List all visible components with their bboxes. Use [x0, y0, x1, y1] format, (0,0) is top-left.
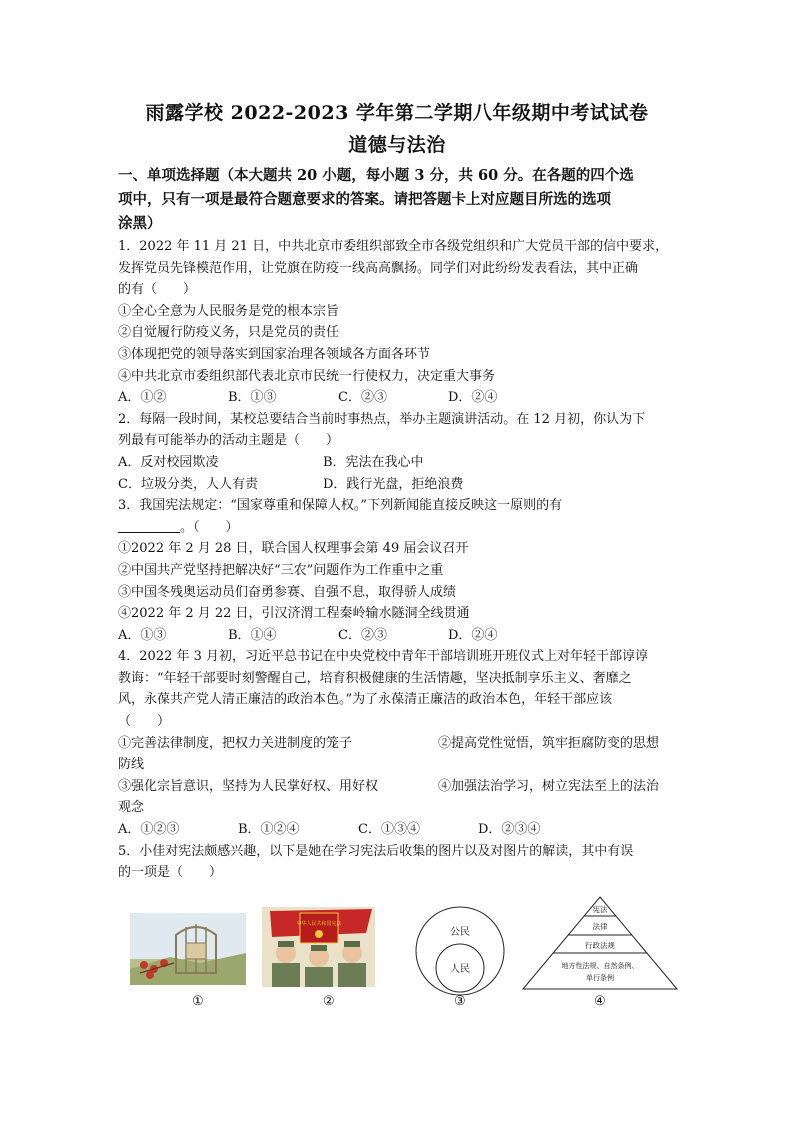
- option-b: B．①②④: [238, 822, 300, 838]
- statement: ①完善法律制度，把权力关进制度的笼子: [118, 735, 353, 751]
- statement: ③体现把党的领导落实到国家治理各领域各方面各环节: [118, 346, 431, 362]
- question-5: 5．小佳对宪法颇感兴趣，以下是她在学习宪法后收集的图片以及对图片的解读，其中有误 的一项是（ ）: [118, 843, 634, 881]
- circle-inner-label: 人民: [450, 964, 470, 975]
- figure-caption-2: ②: [323, 994, 335, 1009]
- law-hierarchy-pyramid: [520, 895, 680, 991]
- pyramid-level-4b: 单行条例: [586, 974, 614, 982]
- option-c: C．垃圾分类，人人有责: [118, 476, 258, 492]
- question-4: 4．2022 年 3 月初，习近平总书记在中央党校中青年干部培训班开班仪式上对年轻干部谆谆 教诲：“年轻干部要时刻警醒自己，培育积极健康的生活情趣，坚决抵制享乐主义、奢靡之 风，永葆共产党人清正廉洁的政治本色。”为了永葆清正廉洁的政治本色，年轻干部应该 （ ） ①完善法律制度，把权力关进制度的笼子 ②提高党性觉悟，筑牢拒腐防变的思想 防线 ③强化宗旨意识，坚持为人民掌好权、用好权 ④加强法治学习，树立宪法至上的法治 观念 A．①②③ B．①②④ C．①③④ D．②③④: [118, 646, 678, 840]
- statement: ②中国共产党坚持把解决好“三农”问题作为工作重中之重: [118, 562, 444, 578]
- statement: ③强化宗旨意识，坚持为人民掌好权、用好权: [118, 778, 379, 794]
- statement: ②自觉履行防疫义务，只是党员的责任: [118, 325, 340, 341]
- option-a: A．①②: [118, 390, 167, 406]
- questions: [118, 236, 678, 884]
- citizen-people-diagram: [414, 905, 506, 997]
- statement: ③中国冬残奥运动员们奋勇参赛、自强不息，取得骄人成绩: [118, 584, 457, 600]
- option-b: B．①③: [228, 390, 277, 406]
- option-c: C．②③: [338, 627, 387, 643]
- option-d: D．践行光盘，拒绝浪费: [323, 476, 464, 492]
- pyramid-level-4a: 地方性法规、自然条例、: [561, 962, 639, 970]
- option-b: B．①④: [228, 627, 277, 643]
- constitution-oath-image: [262, 907, 375, 987]
- statement: ④加强法治学习，树立宪法至上的法治: [438, 778, 660, 794]
- power-cage-image: [130, 913, 246, 985]
- question-5-figures: [130, 895, 680, 1015]
- question-1: 1．2022 年 11 月 21 日，中共北京市委组织部致全市各级党组织和广大党员干部的信中要求， 发挥党员先锋模范作用，让党旗在防疫一线高高飘扬。同学们对此纷纷发表看法，其中正确 的有（ ） ①全心全意为人民服务是党的根本宗旨 ②自觉履行防疫义务，只是党员的责任 ③体现把党的领导落实到国家治理各领域各方面各环节 ④中共北京市委组织部代表北京市民统一行使权力，决定重大事务 A．①② B．①③ C．②③ D．②④: [118, 236, 678, 409]
- statement: ②提高党性觉悟，筑牢拒腐防变的思想: [438, 735, 660, 751]
- option-d: D．②④: [448, 390, 498, 406]
- circle-outer-label: 公民: [450, 927, 470, 938]
- option-c: C．①③④: [358, 822, 420, 838]
- statement: ④中共北京市委组织部代表北京市民统一行使权力，决定重大事务: [118, 368, 496, 384]
- exam-title: 雨露学校 2022-2023 学年第二学期八年级期中考试试卷: [145, 102, 649, 124]
- figure-caption-3: ③: [454, 994, 466, 1009]
- section-heading: 一、单项选择题（本大题共 20 小题，每小题 3 分，共 60 分。在各题的四个选 项中，只有一项是最符合题意要求的答案。请把答题卡上对应题目所选的选项 涂黑）: [118, 167, 634, 232]
- answer-options: [118, 819, 678, 841]
- option-d: D．②④: [448, 627, 498, 643]
- answer-options: [118, 625, 678, 647]
- answer-options: [118, 452, 678, 474]
- statement: ①全心全意为人民服务是党的根本宗旨: [118, 303, 340, 319]
- question-3: 3．我国宪法规定：“国家尊重和保障人权。”下列新闻能直接反映这一原则的有 。（ ） ①2022 年 2 月 28 日，联合国人权理事会第 49 届会议召开 ②中国共产党坚持把解决好“三农”问题作为工作重中之重 ③中国冬残奥运动员们奋勇参赛、自强不息，取得骄人成绩 ④2022 年 2 月 22 日，引汉济渭工程秦岭输水隧洞全线贯通 A．①③ B．①④ C．②③ D．②④: [118, 495, 678, 646]
- statement: ④2022 年 2 月 22 日，引汉济渭工程秦岭输水隧洞全线贯通: [118, 606, 470, 622]
- option-c: C．②③: [338, 390, 387, 406]
- pyramid-level-3: 行政法规: [585, 941, 615, 950]
- option-a: A．①②③: [118, 822, 180, 838]
- option-a: A．反对校园欺凌: [118, 454, 219, 470]
- figure-caption-1: ①: [192, 994, 204, 1009]
- answer-options: [118, 387, 678, 409]
- option-a: A．①③: [118, 627, 167, 643]
- subject-title: 道德与法治: [348, 134, 446, 156]
- book-text: 中华人民共和国宪法: [296, 921, 342, 927]
- answer-blank: [118, 518, 180, 533]
- option-d: D．②③④: [478, 822, 541, 838]
- answer-options: [118, 474, 678, 496]
- pyramid-level-1: 宪法: [592, 905, 608, 914]
- pyramid-level-2: 法律: [592, 922, 608, 931]
- option-b: B．宪法在我心中: [323, 454, 424, 470]
- figure-caption-4: ④: [594, 994, 606, 1009]
- statement: ①2022 年 2 月 28 日，联合国人权理事会第 49 届会议召开: [118, 541, 469, 557]
- question-2: 2．每隔一段时间，某校总要结合当前时事热点，举办主题演讲活动。在 12 月初，你认为下 列最有可能举办的活动主题是（ ） A．反对校园欺凌 B．宪法在我心中 C．垃圾分类，人人有责 D．践行光盘，拒绝浪费: [118, 409, 678, 495]
